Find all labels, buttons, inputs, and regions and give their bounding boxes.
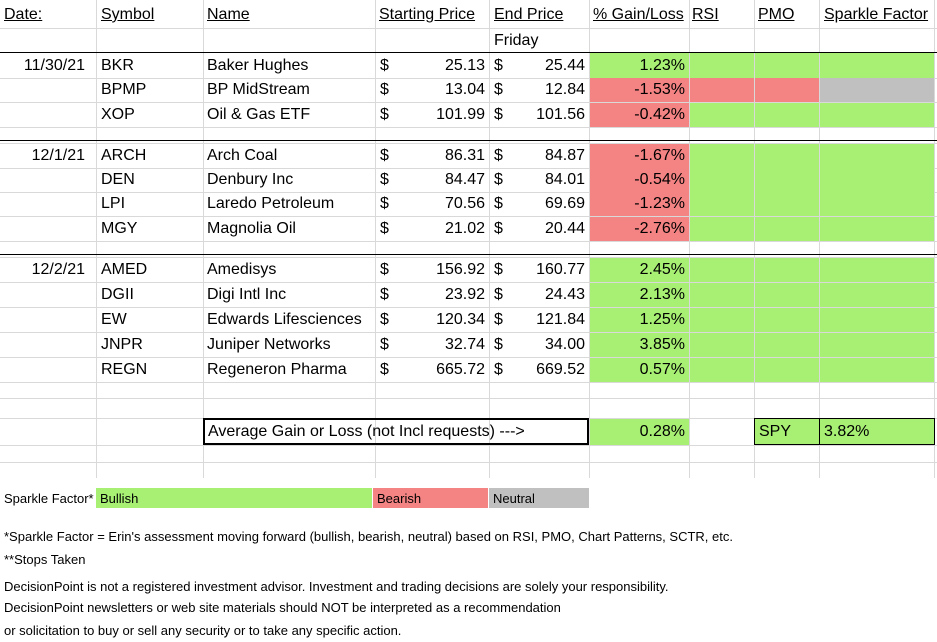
gain-value: -1.53%	[634, 81, 685, 98]
spy-label: SPY	[759, 423, 792, 440]
end-price-cell: 160.77	[536, 261, 585, 278]
start-price-cell: 70.56	[444, 195, 485, 212]
currency-symbol: $	[494, 261, 503, 278]
header-end-price-sub: Friday	[494, 32, 539, 49]
header-gain-loss: % Gain/Loss	[593, 6, 684, 23]
rsi-cell	[690, 217, 754, 241]
pmo-cell	[755, 333, 819, 357]
pmo-cell	[755, 78, 819, 102]
name-cell: Juniper Networks	[207, 336, 331, 353]
start-price-cell: 84.47	[444, 171, 485, 188]
currency-symbol: $	[380, 195, 389, 212]
name-cell: Baker Hughes	[207, 57, 309, 74]
currency-symbol: $	[380, 286, 389, 303]
currency-symbol: $	[494, 336, 503, 353]
gain-value: -1.67%	[634, 147, 685, 164]
legend-title: Sparkle Factor*	[4, 491, 94, 506]
name-cell: Magnolia Oil	[207, 220, 296, 237]
rsi-cell	[690, 168, 754, 192]
start-price-cell: 101.99	[436, 106, 485, 123]
pmo-cell	[755, 308, 819, 332]
rsi-cell	[690, 283, 754, 307]
average-value: 0.28%	[639, 423, 685, 440]
symbol-cell: LPI	[101, 195, 126, 212]
pmo-cell	[755, 258, 819, 282]
gain-value: 3.85%	[639, 336, 685, 353]
legend-neutral: Neutral	[493, 491, 535, 506]
name-cell: Denbury Inc	[207, 171, 294, 188]
currency-symbol: $	[494, 81, 503, 98]
symbol-cell: JNPR	[101, 336, 143, 353]
sparkle-cell	[820, 308, 934, 332]
symbol-cell: MGY	[101, 220, 138, 237]
currency-symbol: $	[494, 171, 503, 188]
currency-symbol: $	[380, 311, 389, 328]
rsi-cell	[690, 333, 754, 357]
start-price-cell: 21.02	[444, 220, 485, 237]
end-price-cell: 24.43	[544, 286, 585, 303]
pmo-cell	[755, 192, 819, 216]
sparkle-cell	[820, 103, 934, 127]
pmo-cell	[755, 217, 819, 241]
note-stops: **Stops Taken	[4, 552, 86, 567]
name-cell: Edwards Lifesciences	[207, 311, 362, 328]
gain-value: 2.45%	[639, 261, 685, 278]
end-price-cell: 25.44	[544, 57, 585, 74]
symbol-cell: DEN	[101, 171, 135, 188]
end-price-cell: 84.87	[544, 147, 585, 164]
symbol-cell: XOP	[101, 106, 135, 123]
sparkle-cell	[820, 78, 934, 102]
end-price-cell: 101.56	[536, 106, 585, 123]
currency-symbol: $	[380, 261, 389, 278]
name-cell: Amedisys	[207, 261, 277, 278]
disclaimer-line-2: DecisionPoint newsletters or web site materials should NOT be interpreted as a recommendation	[4, 600, 561, 615]
name-cell: Arch Coal	[207, 147, 278, 164]
rsi-cell	[690, 192, 754, 216]
pmo-cell	[755, 283, 819, 307]
disclaimer-line-1: DecisionPoint is not a registered investment advisor. Investment and trading decisions are solely your responsibility.	[4, 579, 669, 594]
gain-value: 1.25%	[639, 311, 685, 328]
name-cell: Oil & Gas ETF	[207, 106, 311, 123]
sparkle-cell	[820, 168, 934, 192]
start-price-cell: 156.92	[436, 261, 485, 278]
header-rsi: RSI	[692, 6, 719, 23]
symbol-cell: DGII	[101, 286, 134, 303]
symbol-cell: BKR	[101, 57, 134, 74]
header-name: Name	[207, 6, 250, 23]
sparkle-cell	[820, 144, 934, 168]
symbol-cell: AMED	[101, 261, 148, 278]
name-cell: BP MidStream	[207, 81, 310, 98]
sparkle-cell	[820, 53, 934, 78]
legend-bearish: Bearish	[377, 491, 422, 506]
pmo-cell	[755, 168, 819, 192]
currency-symbol: $	[494, 57, 503, 74]
header-end-price: End Price	[494, 6, 564, 23]
symbol-cell: BPMP	[101, 81, 147, 98]
date-cell: 11/30/21	[23, 57, 85, 74]
sparkle-cell	[820, 358, 934, 382]
end-price-cell: 12.84	[544, 81, 585, 98]
date-cell: 12/1/21	[31, 147, 85, 164]
header-symbol: Symbol	[101, 6, 155, 23]
pmo-cell	[755, 53, 819, 78]
sparkle-cell	[820, 283, 934, 307]
sparkle-cell	[820, 258, 934, 282]
spy-value: 3.82%	[824, 423, 870, 440]
legend-bullish: Bullish	[100, 491, 139, 506]
header-pmo: PMO	[758, 6, 795, 23]
gain-value: 2.13%	[639, 286, 685, 303]
gain-value: -0.54%	[634, 171, 685, 188]
gain-value: 0.57%	[639, 361, 685, 378]
gain-value: -0.42%	[634, 106, 685, 123]
sparkle-cell	[820, 333, 934, 357]
disclaimer-line-3: or solicitation to buy or sell any security or to take any specific action.	[4, 623, 402, 638]
header-starting-price: Starting Price	[379, 6, 476, 23]
rsi-cell	[690, 78, 754, 102]
start-price-cell: 25.13	[444, 57, 485, 74]
currency-symbol: $	[380, 220, 389, 237]
gain-value: -2.76%	[634, 220, 685, 237]
sparkle-cell	[820, 192, 934, 216]
currency-symbol: $	[380, 106, 389, 123]
rsi-cell	[690, 144, 754, 168]
symbol-cell: ARCH	[101, 147, 147, 164]
currency-symbol: $	[380, 171, 389, 188]
end-price-cell: 34.00	[544, 336, 585, 353]
rsi-cell	[690, 358, 754, 382]
currency-symbol: $	[494, 220, 503, 237]
currency-symbol: $	[380, 57, 389, 74]
name-cell: Digi Intl Inc	[207, 286, 287, 303]
note-sparkle: *Sparkle Factor = Erin's assessment moving forward (bullish, bearish, neutral) based on RSI, PMO, Chart Patterns, SCTR, etc.	[4, 529, 733, 544]
start-price-cell: 86.31	[444, 147, 485, 164]
average-label: Average Gain or Loss (not Incl requests) --->	[208, 423, 525, 440]
date-cell: 12/2/21	[31, 261, 85, 278]
currency-symbol: $	[494, 311, 503, 328]
name-cell: Laredo Petroleum	[207, 195, 335, 212]
start-price-cell: 665.72	[436, 361, 485, 378]
end-price-cell: 121.84	[536, 311, 585, 328]
currency-symbol: $	[494, 147, 503, 164]
currency-symbol: $	[380, 147, 389, 164]
header-date: Date:	[4, 6, 43, 23]
start-price-cell: 13.04	[444, 81, 485, 98]
end-price-cell: 20.44	[544, 220, 585, 237]
pmo-cell	[755, 358, 819, 382]
currency-symbol: $	[380, 361, 389, 378]
rsi-cell	[690, 258, 754, 282]
currency-symbol: $	[494, 361, 503, 378]
start-price-cell: 32.74	[444, 336, 485, 353]
currency-symbol: $	[380, 336, 389, 353]
currency-symbol: $	[494, 195, 503, 212]
pmo-cell	[755, 103, 819, 127]
gain-value: -1.23%	[634, 195, 685, 212]
name-cell: Regeneron Pharma	[207, 361, 347, 378]
symbol-cell: REGN	[101, 361, 148, 378]
end-price-cell: 84.01	[544, 171, 585, 188]
end-price-cell: 69.69	[544, 195, 585, 212]
currency-symbol: $	[494, 106, 503, 123]
pmo-cell	[755, 144, 819, 168]
end-price-cell: 669.52	[536, 361, 585, 378]
rsi-cell	[690, 308, 754, 332]
rsi-cell	[690, 53, 754, 78]
start-price-cell: 120.34	[436, 311, 485, 328]
symbol-cell: EW	[101, 311, 127, 328]
currency-symbol: $	[380, 81, 389, 98]
header-sparkle-factor: Sparkle Factor	[824, 6, 929, 23]
currency-symbol: $	[494, 286, 503, 303]
sparkle-cell	[820, 217, 934, 241]
start-price-cell: 23.92	[444, 286, 485, 303]
gain-value: 1.23%	[639, 57, 685, 74]
rsi-cell	[690, 103, 754, 127]
